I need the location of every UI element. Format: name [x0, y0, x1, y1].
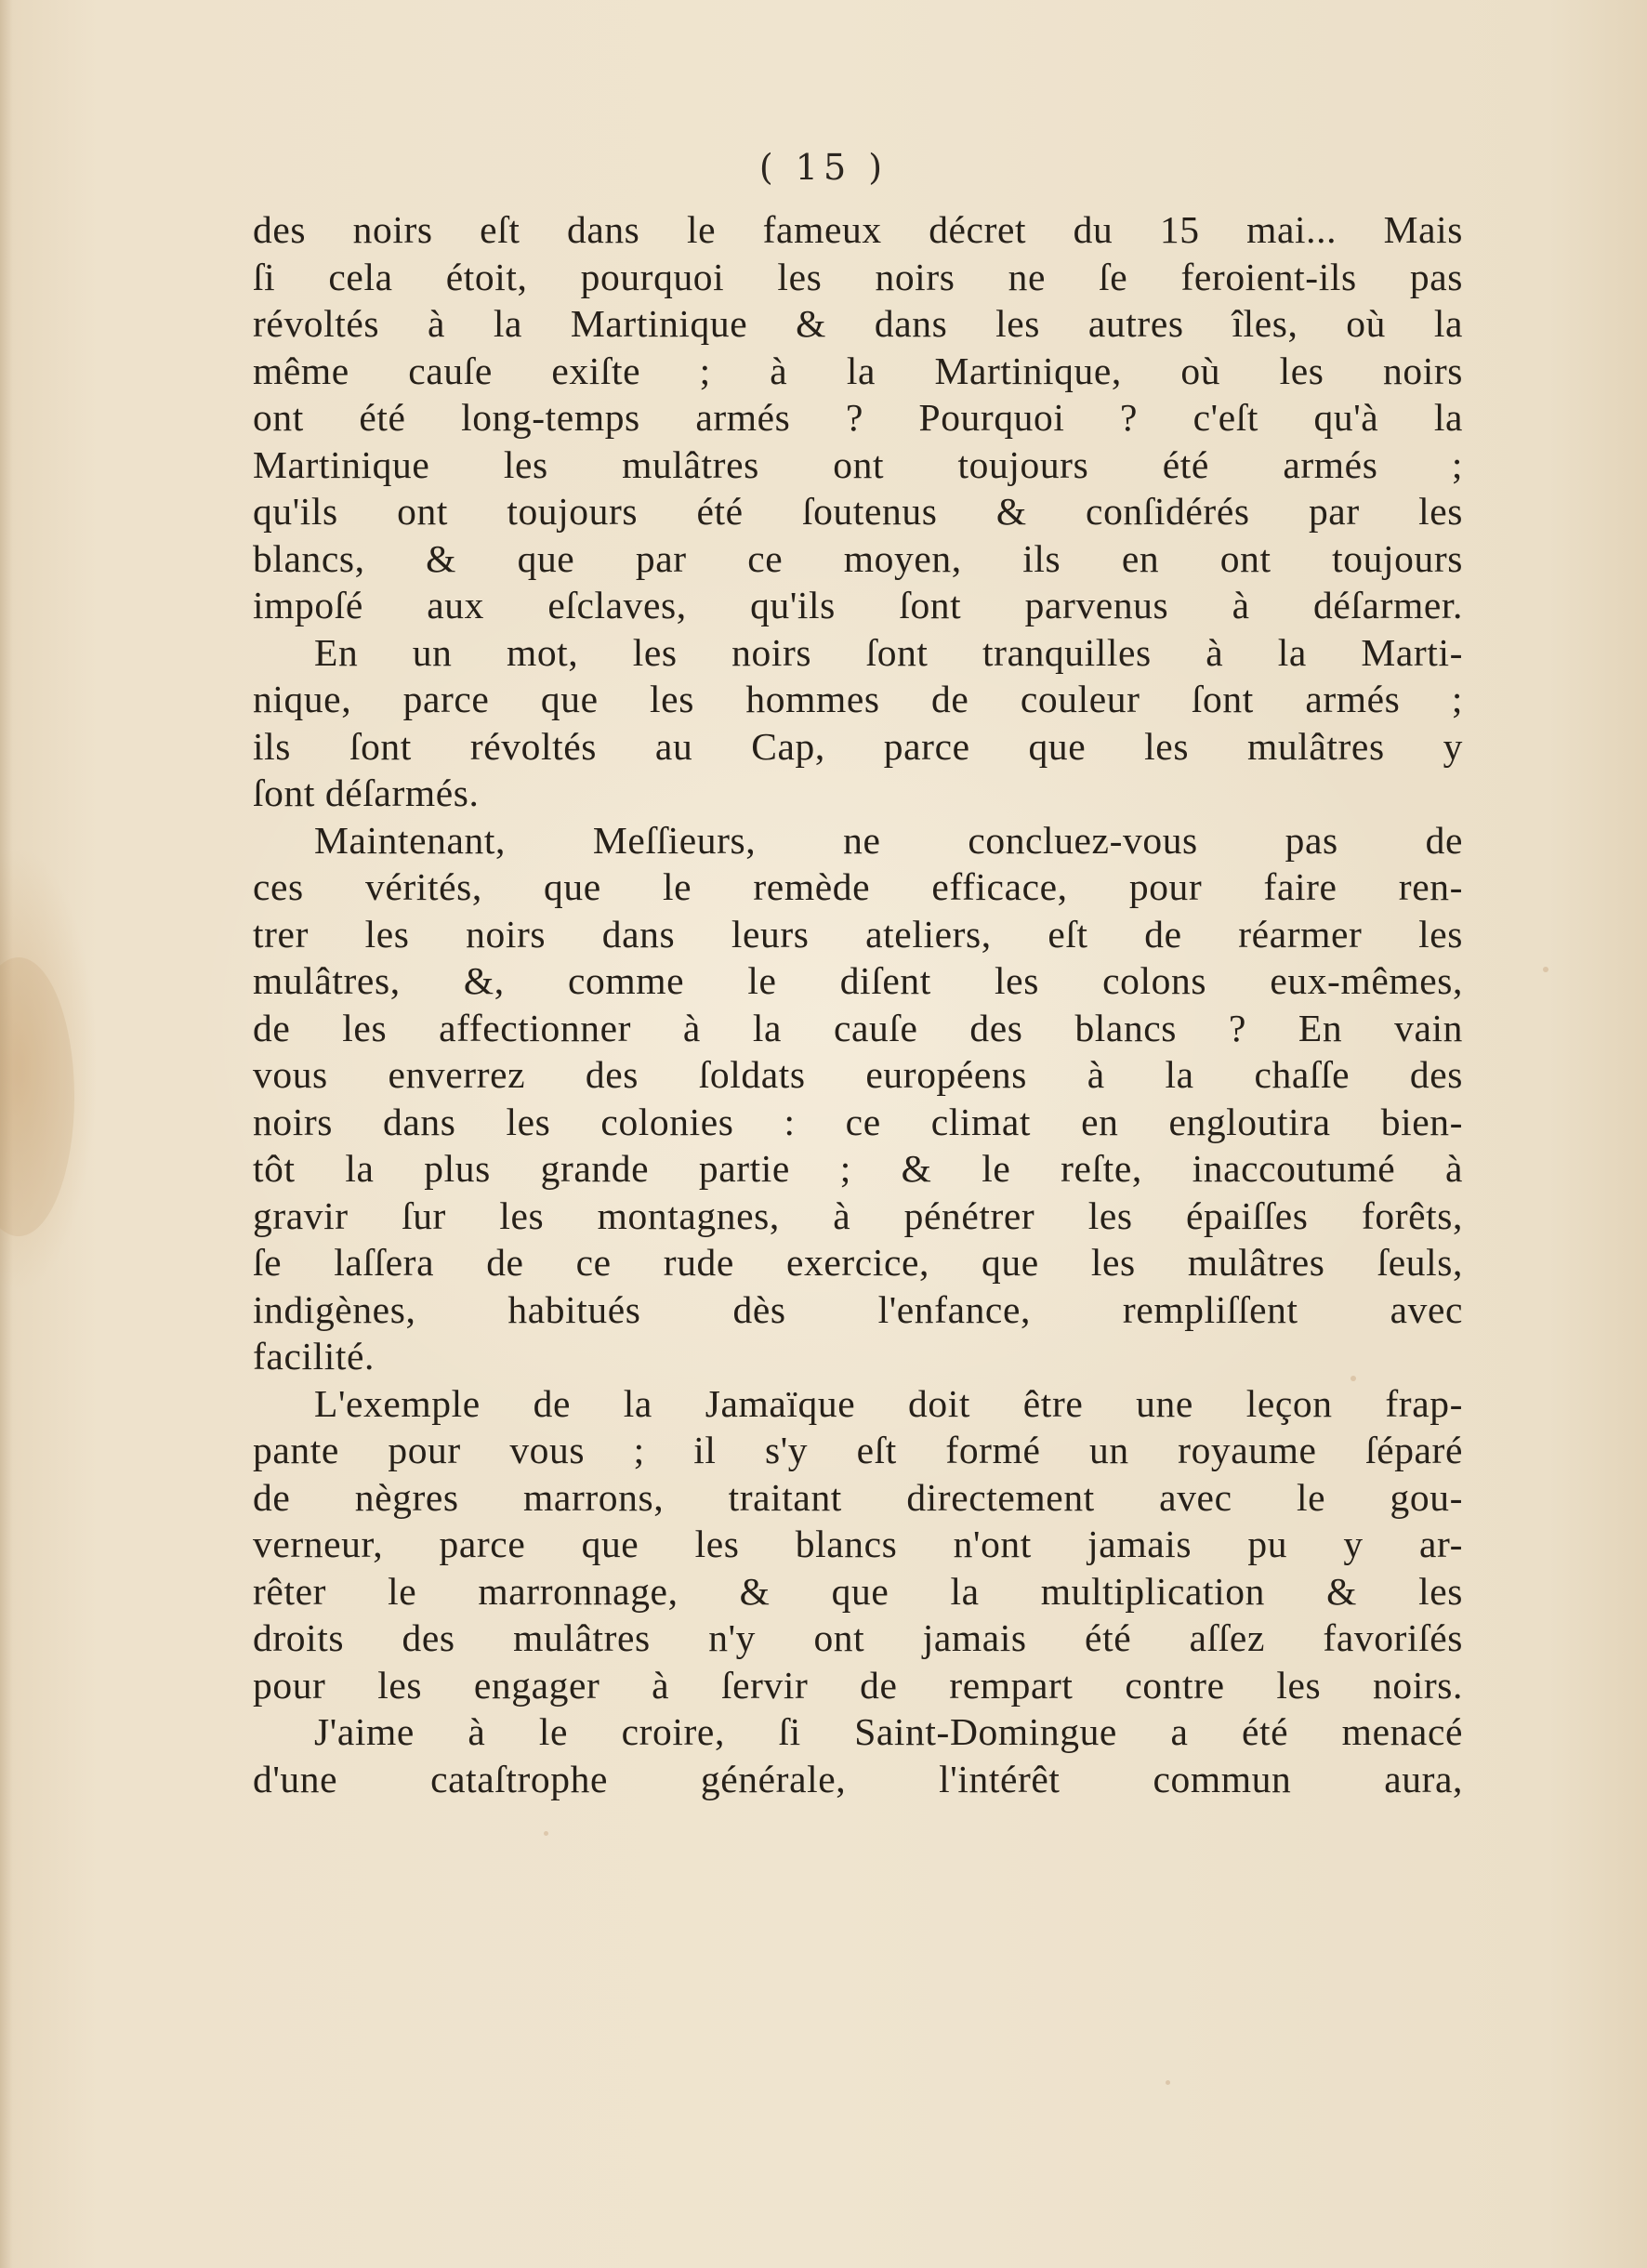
text-line: gravir ſur les montagnes, à pénétrer les épaiſſes forêts,	[253, 1193, 1463, 1237]
text-line: Maintenant, Meſſieurs, ne concluez-vous pas de	[314, 818, 1463, 862]
stain-spot	[0, 957, 74, 1236]
text-line: Martinique les mulâtres ont toujours été armés ;	[253, 442, 1463, 486]
text-line: nique, parce que les hommes de couleur ſont armés ;	[253, 678, 1463, 720]
text-line: indigènes, habitués dès l'enfance, rempliſſent avec	[253, 1287, 1463, 1331]
text-line: facilité.	[253, 1335, 375, 1378]
text-line: ils ſont révoltés au Cap, parce que les mulâtres y	[253, 724, 1463, 768]
text-line: ſi cela étoit, pourquoi les noirs ne ſe feroient-ils pas	[253, 255, 1463, 298]
text-line: pante pour vous ; il s'y eſt formé un royaume ſéparé	[253, 1429, 1463, 1471]
page-number: ( 15 )	[758, 147, 889, 188]
text-line: noirs dans les colonies : ce climat en engloutira bien-	[253, 1100, 1463, 1143]
text-line: qu'ils ont toujours été ſoutenus & conſidérés par les	[253, 490, 1463, 533]
text-line: J'aime à le croire, ſi Saint-Domingue a été menacé	[314, 1710, 1463, 1753]
text-line: verneur, parce que les blancs n'ont jamais pu y ar-	[253, 1523, 1463, 1565]
body-text	[253, 206, 1463, 1802]
foxing-spot	[544, 1831, 548, 1836]
text-line: mulâtres, &, comme le diſent les colons eux-mêmes,	[253, 959, 1463, 1002]
text-line: vous enverrez des ſoldats européens à la chaſſe des	[253, 1053, 1463, 1096]
text-line: d'une cataſtrophe générale, l'intérêt commun aura,	[253, 1757, 1463, 1800]
text-line: En un mot, les noirs ſont tranquilles à la Marti-	[314, 630, 1463, 674]
text-line: L'exemple de la Jamaïque doit être une leçon frap-	[314, 1381, 1463, 1425]
text-line: pour les engager à ſervir de rempart contre les noirs.	[253, 1663, 1463, 1707]
text-line: impoſé aux eſclaves, qu'ils ſont parvenus à déſarmer.	[253, 584, 1463, 626]
text-line: ſe laſſera de ce rude exercice, que les mulâtres ſeuls,	[253, 1241, 1463, 1284]
text-line: ces vérités, que le remède efficace, pour faire ren-	[253, 865, 1463, 908]
text-line: droits des mulâtres n'y ont jamais été aſſez favoriſés	[253, 1616, 1463, 1659]
text-line: même cauſe exiſte ; à la Martinique, où les noirs	[253, 349, 1463, 392]
text-line: rêter le marronnage, & que la multiplication & les	[253, 1569, 1463, 1613]
text-line: ſont déſarmés.	[253, 771, 480, 814]
text-line: de les affectionner à la cauſe des blancs ? En vain	[253, 1006, 1463, 1049]
text-line: blancs, & que par ce moyen, ils en ont toujours	[253, 536, 1463, 580]
foxing-spot	[1166, 2080, 1170, 2085]
foxing-spot	[1543, 967, 1548, 972]
text-line: de nègres marrons, traitant directement avec le gou-	[253, 1475, 1463, 1519]
text-line: des noirs eſt dans le fameux décret du 15 mai... Mais	[253, 208, 1463, 251]
text-line: ont été long-temps armés ? Pourquoi ? c'eſt qu'à la	[253, 396, 1463, 439]
text-line: trer les noirs dans leurs ateliers, eſt de réarmer les	[253, 912, 1463, 956]
text-line: tôt la plus grande partie ; & le reſte, inaccoutumé à	[253, 1147, 1463, 1190]
text-line: révoltés à la Martinique & dans les autres îles, où la	[253, 302, 1463, 345]
